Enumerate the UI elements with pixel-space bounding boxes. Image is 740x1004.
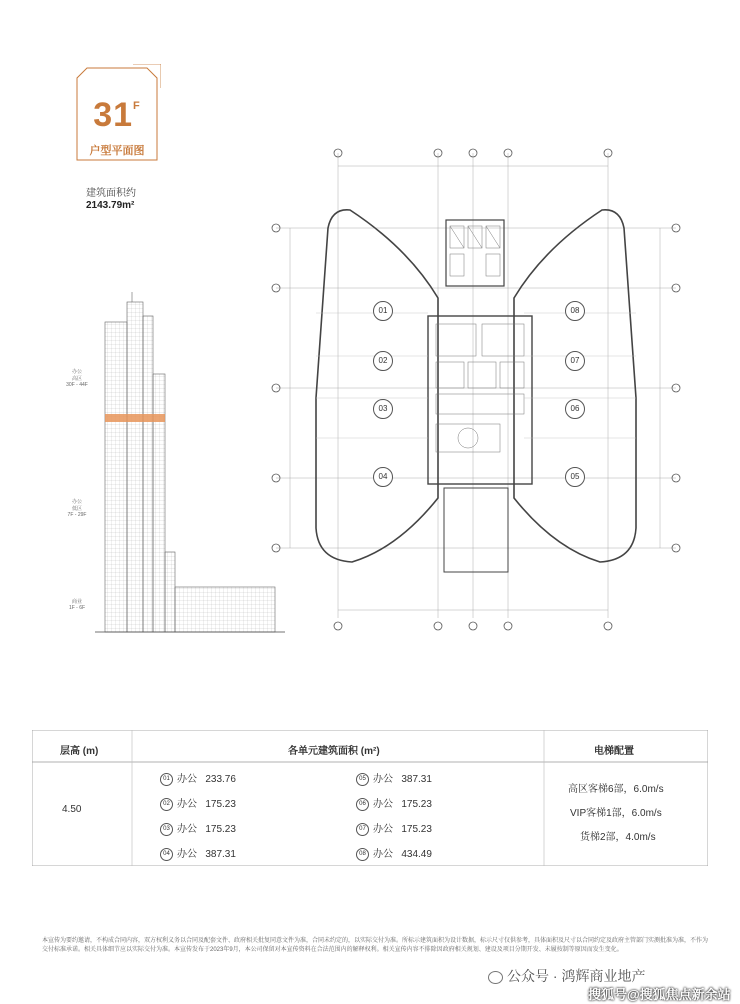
elevator-freight: 货梯2部，4.0m/s [580, 832, 656, 843]
watermark-wechat: 公众号 · 鸿辉商业地产 [488, 966, 645, 986]
floor-plan-label: 户型平面图 [89, 145, 145, 157]
elevator-high: 高区客梯6部，6.0m/s [568, 784, 664, 795]
unit-row: 01 办公 233.76 [160, 770, 236, 786]
floor-plan-drawing [268, 148, 684, 638]
unit-row: 08 办公 434.49 [356, 845, 432, 861]
plan-unit-08: 08 [565, 301, 585, 321]
header-unit-area: 各单元建筑面积 (m²) [288, 746, 380, 757]
zone-high: 办公 高区 30F - 44F [66, 369, 88, 388]
header-floor-height: 层高 (m) [60, 746, 99, 757]
plan-unit-01: 01 [373, 301, 393, 321]
unit-row: 05 办公 387.31 [356, 770, 432, 786]
floor-number: $31^F$ [93, 96, 141, 134]
zone-low: 办公 低区 7F - 29F [67, 499, 87, 518]
plan-unit-05: 05 [565, 467, 585, 487]
unit-row: 06 办公 175.23 [356, 795, 432, 811]
floor-badge [73, 64, 161, 164]
plan-unit-02: 02 [373, 351, 393, 371]
unit-row: 02 办公 175.23 [160, 795, 236, 811]
disclaimer-text: 本宣传为要约邀请，不构成合同内容，双方权利义务以合同及配套文件、政府相关批复同意文件为准，合同未约定的，以实际交付为准。所标示建筑面积为设计数据，标示尺寸仅供参考，具体面积及尺寸以合同约定及政府主管部门实测批准为准，不作为交付标准承诺。相关具体细节应以实际交付为准。本宣传发布于2023年9月，本公司保留对本宣传资料在合法范围内的解释权利。相关宣传内容不排除因政府相关规划、建设及项目分期开发、未履按制等原因而发生变化。 [42, 938, 709, 953]
wechat-icon [488, 971, 503, 984]
area-label: 建筑面积约 [86, 188, 136, 199]
unit-row: 03 办公 175.23 [160, 820, 236, 836]
watermark-sohu: 搜狐号@搜狐焦点新余站 [588, 987, 731, 1002]
elevator-vip: VIP客梯1部，6.0m/s [570, 808, 662, 819]
unit-row: 07 办公 175.23 [356, 820, 432, 836]
header-elevator: 电梯配置 [594, 746, 634, 757]
tower-elevation [95, 292, 285, 642]
plan-unit-07: 07 [565, 351, 585, 371]
unit-row: 04 办公 387.31 [160, 845, 236, 861]
plan-unit-03: 03 [373, 399, 393, 419]
plan-unit-04: 04 [373, 467, 393, 487]
zone-retail: 商业 1F - 6F [68, 599, 86, 611]
floor-height-value: 4.50 [62, 804, 82, 815]
plan-unit-06: 06 [565, 399, 585, 419]
area-value: 2143.79m² [86, 200, 135, 211]
